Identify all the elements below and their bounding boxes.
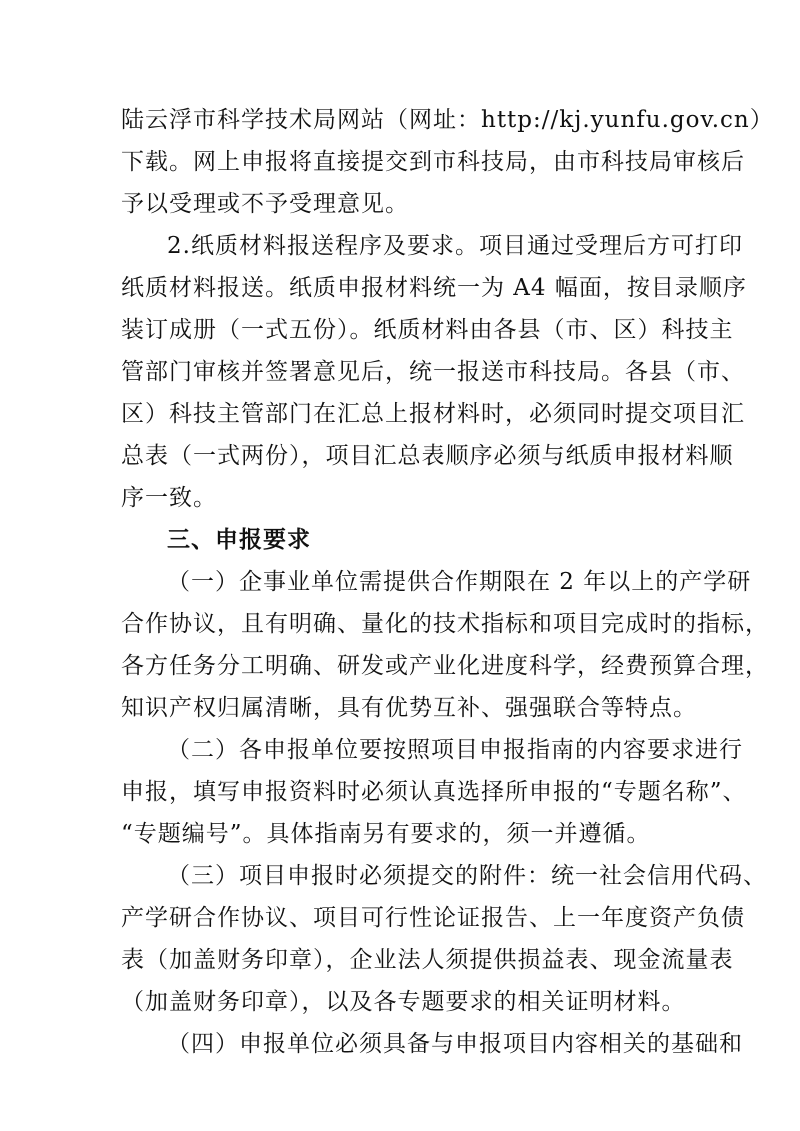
- text-line: 各方任务分工明确、研发或产业化进度科学，经费预算合理，: [121, 653, 769, 679]
- text-line: 表（加盖财务印章），企业法人须提供损益表、现金流量表: [121, 947, 734, 973]
- text-line: 总表（一式两份），项目汇总表顺序必须与纸质申报材料顺: [121, 443, 734, 469]
- text-line: 序一致。: [121, 485, 217, 511]
- text-line: （四）申报单位必须具备与申报项目内容相关的基础和: [167, 1031, 743, 1057]
- text-line: （三）项目申报时必须提交的附件：统一社会信用代码、: [167, 863, 767, 889]
- text-line: 申报，填写申报资料时必须认真选择所申报的“专题名称”、: [121, 779, 747, 805]
- text-line: 管部门审核并签署意见后，统一报送市科技局。各县（市、: [121, 359, 745, 385]
- text-line: （一）企事业单位需提供合作期限在 2 年以上的产学研: [167, 569, 752, 595]
- text-line: 2.纸质材料报送程序及要求。项目通过受理后方可打印: [167, 233, 743, 259]
- text-line: “专题编号”。具体指南另有要求的，须一并遵循。: [121, 821, 651, 847]
- text-line: 纸质材料报送。纸质申报材料统一为 A4 幅面，按目录顺序: [121, 275, 747, 301]
- text-line: （加盖财务印章），以及各专题要求的相关证明材料。: [121, 989, 686, 1015]
- section-heading: 三、申报要求: [167, 527, 311, 553]
- text-line: 区）科技主管部门在汇总上报材料时，必须同时提交项目汇: [121, 401, 745, 427]
- text-line: 予以受理或不予受理意见。: [121, 191, 409, 217]
- text-line: 产学研合作协议、项目可行性论证报告、上一年度资产负债: [121, 905, 745, 931]
- text-line: 下载。网上申报将直接提交到市科技局，由市科技局审核后: [121, 149, 745, 175]
- text-line: 陆云浮市科学技术局网站（网址：http://kj.yunfu.gov.cn）: [121, 107, 774, 133]
- text-line: 知识产权归属清晰，具有优势互补、强强联合等特点。: [121, 695, 697, 721]
- text-line: 装订成册（一式五份）。纸质材料由各县（市、区）科技主: [121, 317, 734, 343]
- text-line: （二）各申报单位要按照项目申报指南的内容要求进行: [167, 737, 743, 763]
- text-line: 合作协议，且有明确、量化的技术指标和项目完成时的指标，: [121, 611, 769, 637]
